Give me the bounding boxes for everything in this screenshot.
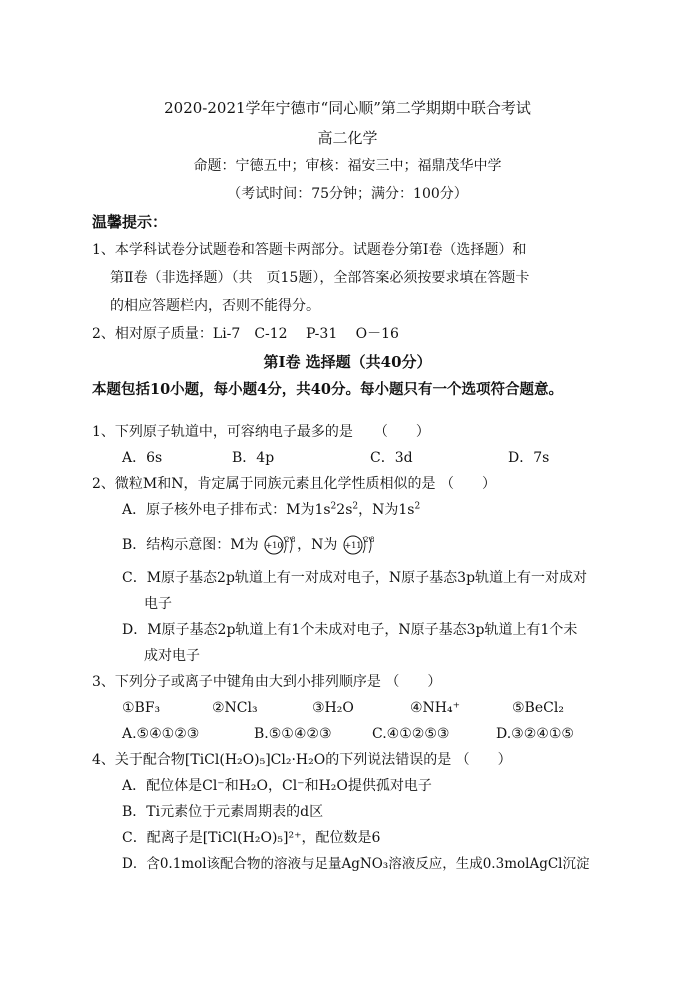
subject-title: 高二化学 (317, 129, 378, 147)
question-1-stem: 1、下列原子轨道中，可容纳电子最多的是 （ ） (92, 424, 430, 440)
tip-item-1-line-2: 第Ⅱ卷（非选择题）（共 页15题），全部答案必须按要求填在答题卡 (110, 270, 530, 286)
question-3-option-b: B.⑤①④②③ (254, 726, 332, 742)
question-3-stem: 3、下列分子或离子中键角由大到小排列顺序是 （ ） (92, 674, 442, 690)
question-2-option-d-line-2: 成对电子 (144, 648, 200, 664)
section-instruction: 本题包括10小题，每小题4分，共40分。每小题只有一个选项符合题意。 (92, 381, 563, 398)
question-3-species-3: ③H₂O (312, 700, 354, 716)
question-3-species-1: ①BF₃ (122, 700, 161, 716)
question-4-option-c: C．配离子是[TiCl(H₂O)₅]²⁺，配位数是6 (122, 830, 381, 846)
tip-item-1-line-1: 1、本学科试卷分试题卷和答题卡两部分。试题卷分第Ⅰ卷（选择题）和 (92, 242, 527, 258)
section-title: 第Ⅰ卷 选择题（共40分） (263, 353, 432, 371)
exam-title: 2020-2021学年宁德市“同心顺”第二学期期中联合考试 (164, 99, 531, 117)
question-4-option-b: B．Ti元素位于元素周期表的d区 (122, 804, 324, 820)
question-3-option-d: D.③②④①⑤ (496, 726, 574, 742)
question-4-option-a: A．配位体是Cl⁻和H₂O，Cl⁻和H₂O提供孤对电子 (122, 778, 432, 794)
question-4-option-d: D．含0.1mol该配合物的溶液与足量AgNO₃溶液反应，生成0.3molAgCl沉淀 (122, 856, 590, 872)
atom-m-shell-1: 2 (285, 536, 290, 544)
tip-item-2: 2、相对原子质量：Li-7 C-12 P-31 O－16 (92, 326, 399, 342)
question-4-stem: 4、关于配合物[TiCl(H₂O)₅]Cl₂·H₂O的下列说法错误的是 （ ） (92, 752, 512, 768)
question-3-species-2: ②NCl₃ (212, 700, 258, 716)
question-1-option-c: C．3d (370, 450, 413, 466)
question-2-option-c-line-1: C．M原子基态2p轨道上有一对成对电子，N原子基态3p轨道上有一对成对 (122, 570, 588, 586)
tip-item-1-line-3: 的相应答题栏内，否则不能得分。 (110, 298, 320, 314)
atom-structure-m (263, 534, 297, 556)
question-3-option-a: A.⑤④①②③ (122, 726, 200, 742)
question-3-option-c: C.④①②⑤③ (372, 726, 450, 742)
atom-m-nucleus: +10 (265, 541, 283, 550)
atom-structure-n (342, 534, 376, 556)
atom-m-shell-2: 8 (291, 536, 296, 544)
question-3-species-4: ④NH₄⁺ (410, 700, 461, 716)
question-2-option-d-line-1: D．M原子基态2p轨道上有1个未成对电子，N原子基态3p轨道上有1个未 (122, 622, 578, 638)
atom-n-shell-1: 2 (363, 536, 369, 544)
question-2-option-c-line-2: 电子 (144, 596, 172, 612)
question-2-option-b: B．结构示意图：M为 +10 2 8 ，N为 +11 2 8 (122, 534, 376, 556)
atom-n-nucleus: +11 (344, 541, 362, 550)
question-1-option-b: B．4p (232, 450, 275, 466)
question-2-option-a: A．原子核外电子排布式：M为$1s^22s^2$，N为$1s^2$ (122, 501, 421, 518)
atom-n-shell-2: 8 (369, 536, 375, 544)
question-1-option-a: A．6s (122, 450, 163, 466)
tips-heading: 温馨提示： (92, 213, 168, 231)
question-1-option-d: D．7s (508, 450, 550, 466)
question-3-species-5: ⑤BeCl₂ (512, 700, 564, 716)
authors-line: 命题：宁德五中；审核：福安三中；福鼎茂华中学 (193, 158, 502, 174)
time-info: （考试时间：75分钟；满分：100分） (227, 186, 468, 202)
question-2-stem: 2、微粒M和N，肯定属于同族元素且化学性质相似的是 （ ） (92, 476, 496, 492)
